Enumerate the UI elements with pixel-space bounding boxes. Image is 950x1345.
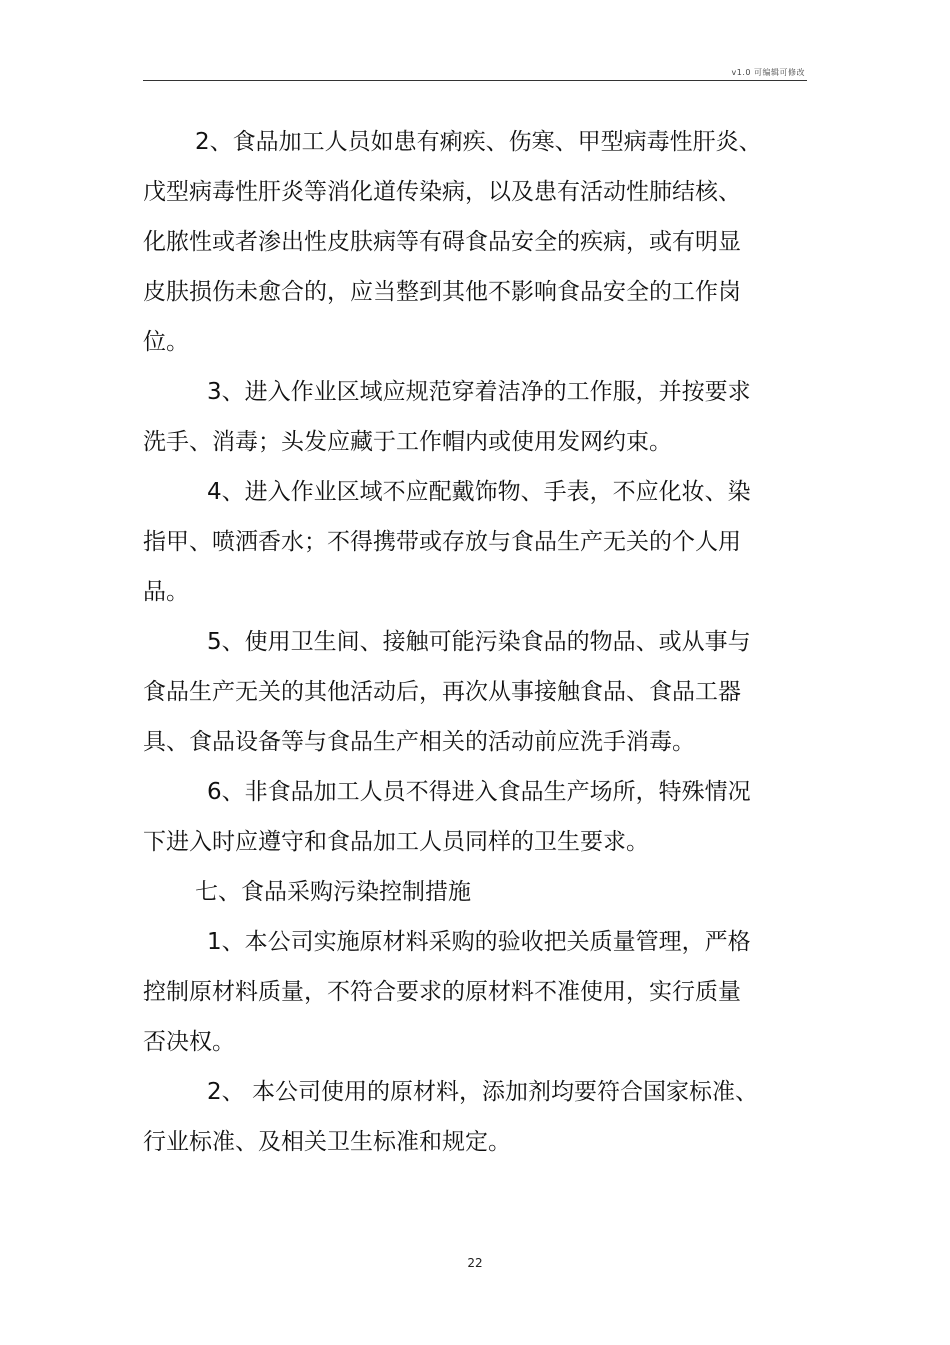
paragraph-1-line-3: 化脓性或者渗出性皮肤病等有碍食品安全的疾病，或有明显 [143,229,741,255]
paragraph-3-line-3: 品。 [143,579,189,605]
header-version-note: v1.0 可编辑可修改 [731,68,805,77]
paragraph-4-line-1: 5、使用卫生间、接触可能污染食品的物品、或从事与 [207,629,751,655]
paragraph-5-line-2: 下进入时应遵守和食品加工人员同样的卫生要求。 [143,829,649,855]
paragraph-2-line-2: 洗手、消毒；头发应藏于工作帽内或使用发网约束。 [143,429,672,455]
paragraph-7-line-1: 2、 本公司使用的原材料，添加剂均要符合国家标准、 [207,1079,758,1105]
paragraph-1-line-2: 戊型病毒性肝炎等消化道传染病，以及患有活动性肺结核、 [143,179,741,205]
paragraph-1-line-5: 位。 [143,329,189,355]
paragraph-3-line-1: 4、进入作业区域不应配戴饰物、手表，不应化妆、染 [207,479,751,505]
header-divider [143,80,807,81]
paragraph-5-line-1: 6、非食品加工人员不得进入食品生产场所，特殊情况 [207,779,751,805]
paragraph-6-line-2: 控制原材料质量，不符合要求的原材料不准使用，实行质量 [143,979,741,1005]
paragraph-1-line-1: 2、食品加工人员如患有痢疾、伤寒、甲型病毒性肝炎、 [195,129,762,155]
page-number: 22 [467,1256,483,1270]
paragraph-3-line-2: 指甲、喷洒香水；不得携带或存放与食品生产无关的个人用 [143,529,741,555]
paragraph-6-line-1: 1、本公司实施原材料采购的验收把关质量管理，严格 [207,929,751,955]
paragraph-1-line-4: 皮肤损伤未愈合的，应当整到其他不影响食品安全的工作岗 [143,279,741,305]
paragraph-7-line-2: 行业标准、及相关卫生标准和规定。 [143,1129,511,1155]
paragraph-4-line-3: 具、食品设备等与食品生产相关的活动前应洗手消毒。 [143,729,695,755]
paragraph-2-line-1: 3、进入作业区域应规范穿着洁净的工作服，并按要求 [207,379,751,405]
section-heading: 七、食品采购污染控制措施 [195,879,471,905]
paragraph-6-line-3: 否决权。 [143,1029,235,1055]
paragraph-4-line-2: 食品生产无关的其他活动后，再次从事接触食品、食品工器 [143,679,741,705]
